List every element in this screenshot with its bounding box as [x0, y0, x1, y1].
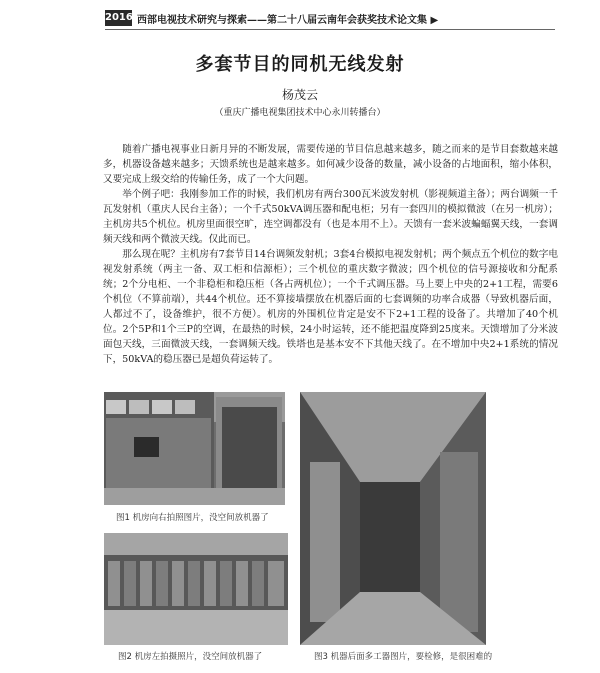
header-rule — [105, 29, 555, 30]
article-title: 多套节目的同机无线发射 — [195, 54, 405, 75]
paragraph: 那么现在呢？主机房有7套节目14台调频发射机；3套4台模拟电视发射机；两个频点五个机位的数字电视发射系统（两主一备、双工柜和信源柜）；三个机位的重庆数字微波；四个机位的信号源接收和分配系统；2个分电柜、一个非稳柜和稳压柜（各占两机位）；一个千式调压器。马上要上中央的2+1工程，需要6个机位（不算前端），共44个机位。还不算接墙摆放在机器后面的七套调频的功率合成器（导致机器后面，人都过不了，设备维护，很不方便）。机房的外围机位肯定是安不下2+1工程的设备了。共增加了40个机位。2个5P和1个三P的空调，在最热的时候，24小时运转，还不能把温度降到25度来。天馈增加了分米波面包天线，三面微波天线，一套调频天线。铁塔也是基本安不下其他天线了。在不增加中央2+1系统的情况下，50kVA的稳压器已是超负荷运转了。 — [103, 249, 558, 365]
figure-3-caption: 图3 机器后面多工器图片，要检修，是很困难的 — [314, 652, 493, 662]
running-header — [105, 10, 555, 28]
figure-3-photo — [300, 392, 486, 645]
year-badge: 2016 — [105, 10, 132, 26]
paragraph: 随着广播电视事业日新月异的不断发展，需要传递的节目信息越来越多，随之而来的是节目套数越来越多，机器设备越来越多；天馈系统也是越来越多。如何减少设备的数量，减小设备的占地面积，缩小体积，又要完成上级交给的传输任务，成了一个大问题。 — [103, 144, 558, 185]
figure-1-caption: 图1 机房向右拍照图片，没空间放机器了 — [116, 513, 269, 523]
paragraph: 举个例子吧：我刚参加工作的时候，我们机房有两台300瓦米波发射机（影视频道主备）；两台调频一千瓦发射机（重庆人民台主备）；一个千式50kVA调压器和配电柜；另有一套四川的模拟微波（在另一机房）；主机房共5个机位。机房里面很空旷，连空调都没有（也是本用不上）。天馈有一套米波蝙蝠翼天线，一套调频天线和两个微波天线。仅此而已。 — [103, 189, 558, 245]
figure-2-caption: 图2 机房左拍摄照片，没空间放机器了 — [118, 652, 263, 662]
author-affiliation: （重庆广播电视集团技术中心永川转播台） — [214, 108, 386, 118]
figure-1-photo — [104, 392, 285, 505]
figure-2-photo — [104, 533, 288, 645]
article-author: 杨茂云 — [281, 88, 318, 102]
article-body — [103, 142, 558, 367]
header-title: 西部电视技术研究与探索——第二十八届云南年会获奖技术论文集 ▶ — [137, 15, 439, 26]
